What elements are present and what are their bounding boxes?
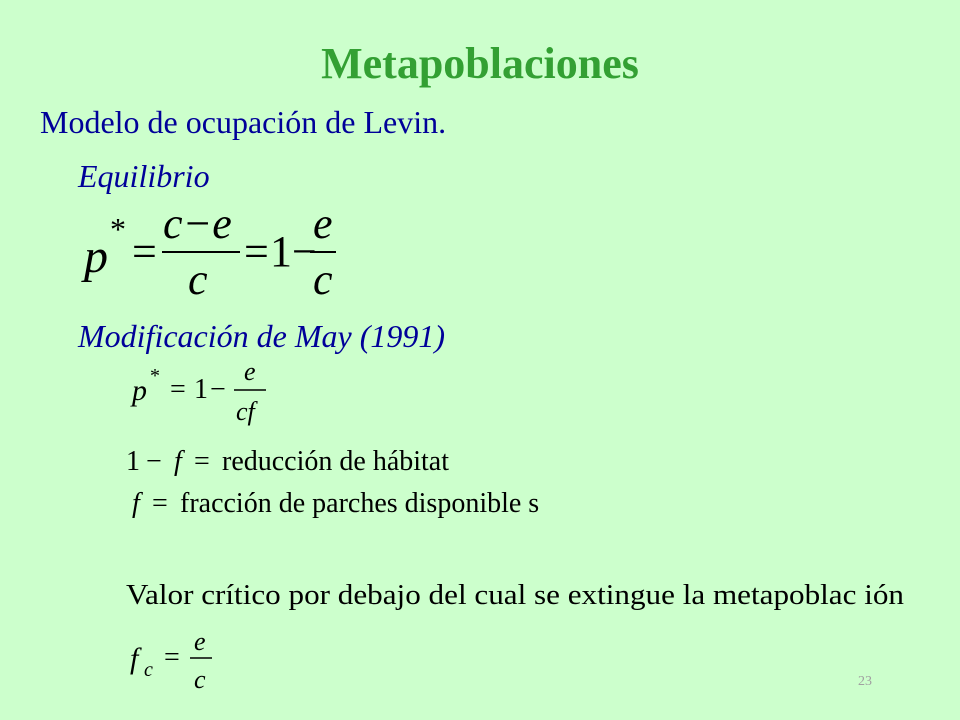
eq-p: p <box>132 374 147 407</box>
eq-numerator-2: e <box>313 204 333 248</box>
critical-value-sentence: Valor crítico por debajo del cual se extingue la metapoblac ión <box>126 580 905 611</box>
eq-star: * <box>110 211 126 247</box>
eq-p: p <box>84 230 108 283</box>
equilibrium-heading: Equilibrio <box>78 158 210 194</box>
eq-one: 1 <box>126 446 140 477</box>
eq-f: f <box>174 446 182 477</box>
eq-one: 1 <box>194 374 208 405</box>
habitat-reduction-equation <box>124 440 504 480</box>
eq-equals-1: = <box>132 227 157 276</box>
eq-f: f <box>130 642 139 675</box>
habitat-reduction-text: reducción de hábitat <box>222 446 450 477</box>
eq-minus: − <box>210 374 226 405</box>
eq-numerator-1: c−e <box>163 204 232 248</box>
eq-subscript: c <box>144 659 153 681</box>
eq-numerator: e <box>244 360 256 386</box>
eq-denominator: c <box>194 665 206 694</box>
eq-denominator: cf <box>236 397 255 426</box>
eq-star: * <box>150 365 160 387</box>
eq-equals: = <box>194 446 210 477</box>
critical-equation <box>128 622 228 698</box>
eq-denominator-2: c <box>313 255 333 304</box>
eq-minus: − <box>292 227 317 276</box>
may-modification-heading: Modificación de May (1991) <box>78 318 445 354</box>
patch-fraction-equation <box>130 482 590 522</box>
eq-equals: = <box>164 642 180 673</box>
eq-equals: = <box>152 488 168 519</box>
eq-equals-2: = <box>244 227 269 276</box>
patch-fraction-text: fracción de parches disponible s <box>180 488 540 519</box>
levin-equilibrium-equation <box>80 204 350 304</box>
critical-value-text <box>124 574 914 614</box>
slide-subtitle: Modelo de ocupación de Levin. <box>40 104 447 140</box>
eq-equals: = <box>170 374 186 405</box>
eq-minus: − <box>146 446 162 477</box>
may-equation <box>130 360 280 430</box>
page-number: 23 <box>858 674 872 689</box>
eq-one: 1 <box>270 227 292 276</box>
eq-numerator: e <box>194 627 206 656</box>
eq-f: f <box>132 488 140 519</box>
slide-title: Metapoblaciones <box>321 39 639 88</box>
eq-denominator-1: c <box>188 255 208 304</box>
